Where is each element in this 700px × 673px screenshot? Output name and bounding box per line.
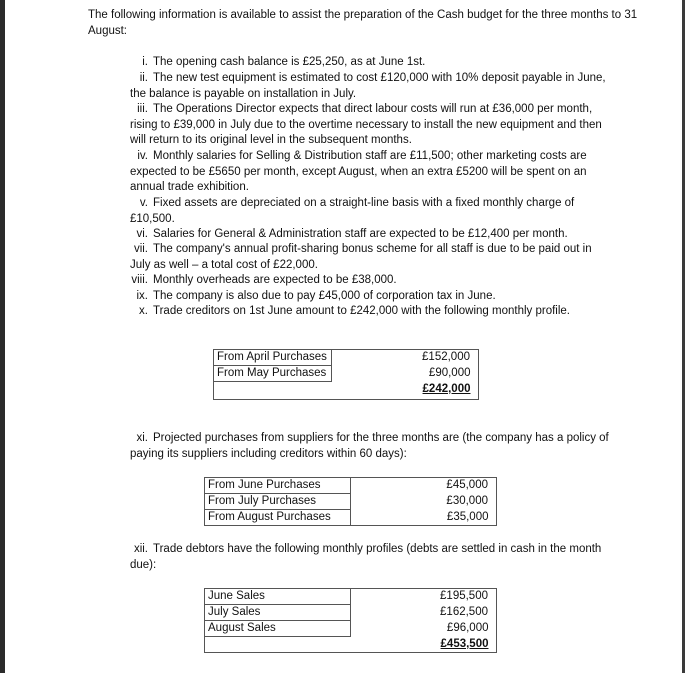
intro-paragraph: The following information is available to assist the preparation of the Cash budget for the three months to 31 August:	[88, 9, 638, 37]
list-item: viii. Monthly overheads are expected to be £38,000.	[131, 274, 397, 286]
table-cell-label: From June Purchases	[205, 478, 351, 494]
table-total: £242,000	[422, 382, 471, 395]
list-item: xii. Trade debtors have the following monthly profiles (debts are settled in cash in the month due):	[130, 543, 602, 571]
table-cell-amount: £152,000	[422, 351, 470, 363]
table-cell-amount: £96,000	[446, 622, 489, 634]
list-item: vi. Salaries for General & Administration staff are expected to be £12,400 per month.	[136, 228, 568, 240]
list-item: iv. Monthly salaries for Selling & Distribution staff are £11,500; other marketing costs are expected to be £5650 per month, except August, when an extra £5200 will be spent on an annual trade exhibition.	[130, 150, 587, 193]
list-item: ii. The new test equipment is estimated to cost £120,000 with 10% deposit payable in June, the balance is payable on installation in July.	[130, 72, 606, 100]
list-item: vii. The company's annual profit-sharing bonus scheme for all staff is due to be paid out in July as well – a total cost of £22,000.	[130, 243, 592, 271]
list-item: x. Trade creditors on 1st June amount to £242,000 with the following monthly profile.	[139, 305, 571, 317]
list-item: iii. The Operations Director expects that direct labour costs will run at £36,000 per month, rising to £39,000 in July due to the overtime necessary to install the new equipment and then will return to its original level in the subsequent months.	[130, 103, 602, 146]
table-cell-amount: £195,500	[440, 590, 488, 602]
purchases-table-border	[204, 477, 497, 526]
left-border	[0, 0, 5, 673]
debtors-table-border	[204, 588, 497, 653]
list-item: ix. The company is also due to pay £45,000 of corporation tax in June.	[136, 290, 496, 302]
table-cell-amount: £45,000	[446, 479, 488, 491]
list-item: i. The opening cash balance is £25,250, as at June 1st.	[142, 56, 426, 68]
table-cell-label: July Sales	[205, 605, 351, 621]
right-scrollbar[interactable]	[682, 0, 685, 673]
table-cell-label: From May Purchases	[214, 366, 332, 382]
table-cell-label: August Sales	[205, 621, 351, 637]
table-cell-amount: £35,000	[446, 511, 489, 523]
table-cell-amount: £90,000	[428, 367, 471, 379]
table-cell-label: From August Purchases	[205, 510, 351, 526]
table-cell-label: June Sales	[205, 589, 351, 605]
table-cell-label: From July Purchases	[205, 494, 351, 510]
table-cell-label: From April Purchases	[214, 350, 332, 366]
list-item: xi. Projected purchases from suppliers for the three months are (the company has a policy of paying its suppliers including creditors within 60 days):	[130, 432, 609, 460]
table-cell-amount: £30,000	[446, 495, 488, 507]
table-cell-amount: £162,500	[440, 606, 488, 618]
list-item: v. Fixed assets are depreciated on a straight-line basis with a fixed monthly charge of £10,500.	[130, 197, 575, 225]
table-total: £453,500	[440, 637, 489, 650]
creditors-table-border	[213, 349, 479, 400]
